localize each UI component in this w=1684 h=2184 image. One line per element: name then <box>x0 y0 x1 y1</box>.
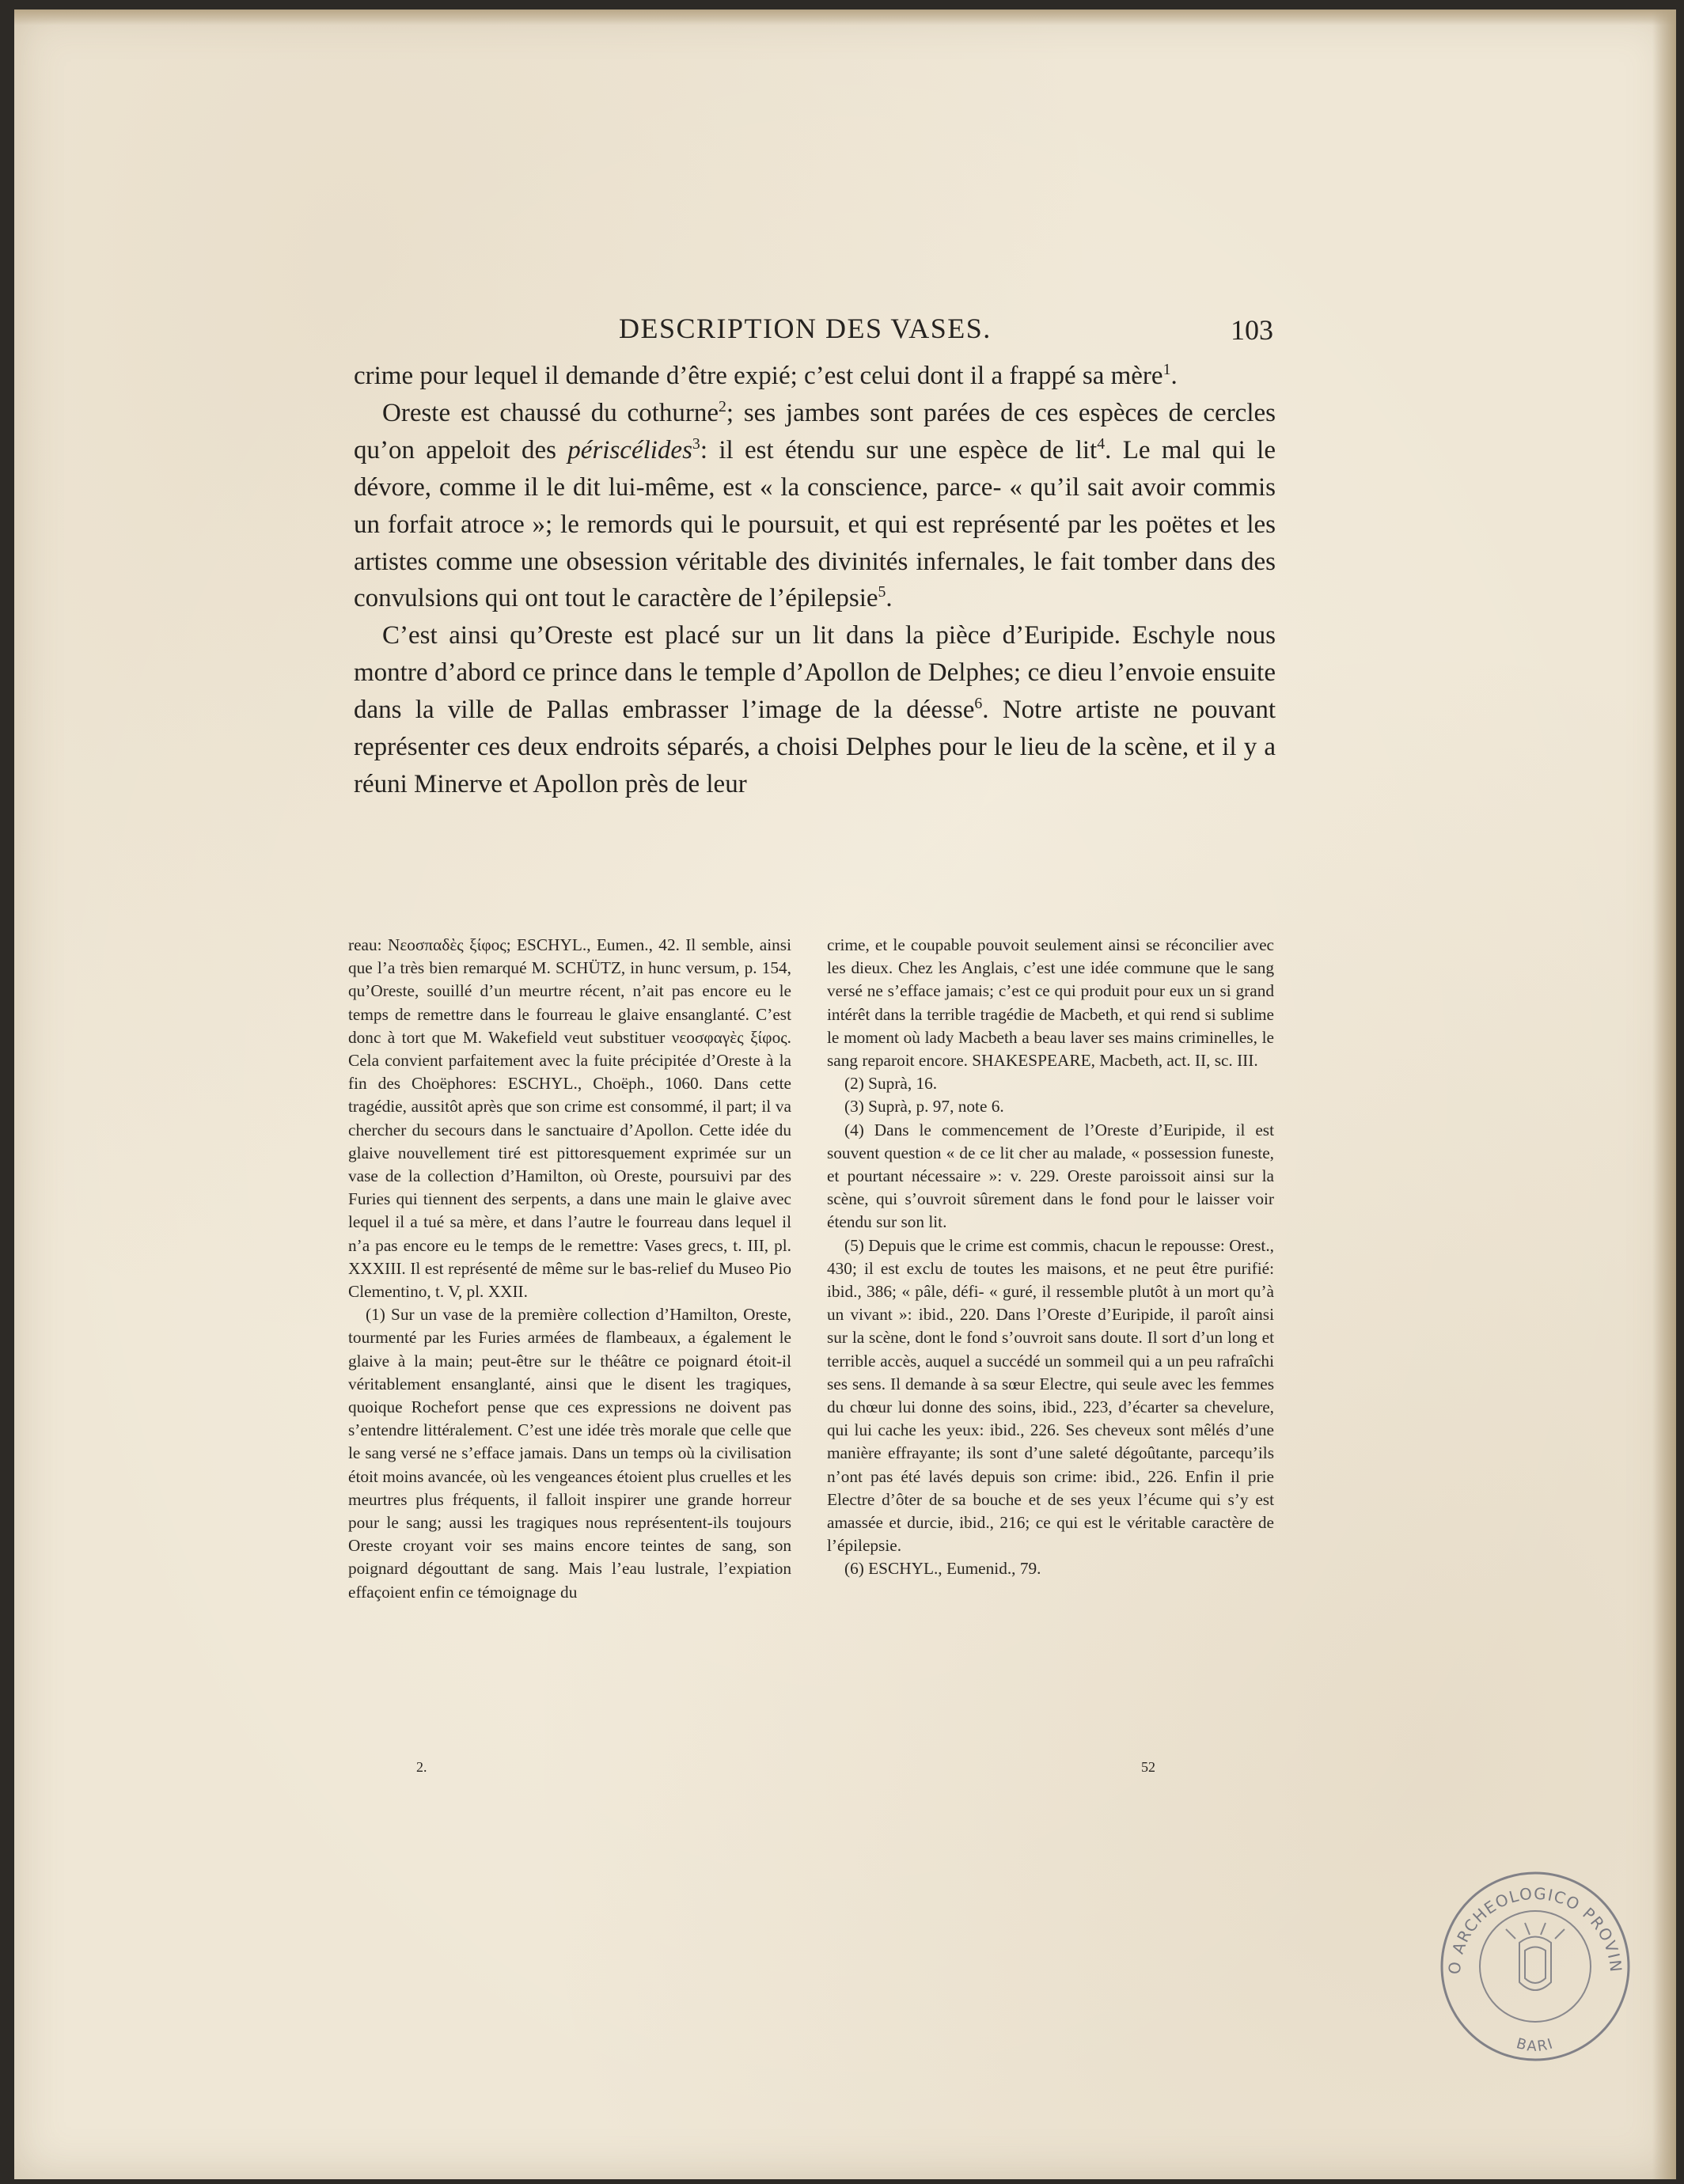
paragraph-text: C’est ainsi qu’Oreste est placé sur un lit dans la pièce d’Euripide. Eschyle nous montre d’abord ce prince dans le temple d’Apollon de Delphes; ce dieu l’envoie ensuite dans la ville de Pallas embrasser l’image de la déesse <box>354 621 1276 725</box>
footnote-5: (5) Depuis que le crime est commis, chacun le repousse: Orest., 430; il est exclu de toutes les maisons, et ne peut être purifié: ibid., 386; « pâle, défi- « guré, il ressemble plutôt à un mort qu’à un vivant »: ibid., 220. Dans l’Oreste d’Euripide, il paroît ainsi sur la scène, dont le fond s’ouvroit sans doute. Il sort d’un long et terrible accès, auquel a succédé un sommeil qui a un peu rafraîchi ses sens. Il demande à sa sœur Electre, qui seule avec les femmes du chœur lui donne des soins, ibid., 223, d’écarter sa chevelure, qui lui cache les yeux: ibid., 226. Ses cheveux sont mêlés d’une manière effrayante; ils sont d’une saleté dégoûtante, parcequ’ils n’ont pas été lavés depuis son crime: ibid., 226. Enfin il prie Electre d’ôter de sa bouche et de ses yeux l’écume qui s’y est amassée et durcie, ibid., 216; ce qui est le véritable caractère de l’épilepsie. <box>827 1235 1274 1556</box>
stamp-seal-icon <box>1436 1867 1634 2065</box>
paragraph-text: . <box>1170 362 1178 390</box>
paragraph-text: . Le mal qui le dévore, comme il le dit lui-même, est « la conscience, parce- « qu’il sait avoir commis un forfait atroce »; le remords qui le poursuit, et qui est représenté par les poëtes et les artistes comme une obsession véritable des divinités infernales, le fait tomber dans des convulsions qui ont tout le caractère de l’épilepsie <box>354 435 1276 613</box>
svg-text:BARI <box>1515 2035 1556 2055</box>
footnote-ref: 4 <box>1097 434 1106 453</box>
footnote-2: (2) Suprà, 16. <box>844 1074 938 1094</box>
footnote-4: (4) Dans le commencement de l’Oreste d’Euripide, il est souvent question « de ce lit cher au malade, « possession funeste, et pourtant nécessaire »: v. 229. Oreste paroissoit ainsi sur la scène, qui s’ouvroit sûrement dans le fond pour le laisser voir étendu sur son lit. <box>827 1120 1274 1232</box>
signature-mark-right: 52 <box>1141 1759 1155 1775</box>
svg-text:MUSEO ARCHEOLOGICO PROVINCIALE <box>1436 1867 1625 1975</box>
footnote-ref: 3 <box>692 434 700 453</box>
italic-term: périscélides <box>567 435 692 464</box>
footnote-3: (3) Suprà, p. 97, note 6. <box>844 1097 1004 1117</box>
footnotes-right-column <box>827 934 1274 1581</box>
footnote-6: (6) ESCHYL., Eumenid., 79. <box>844 1559 1041 1579</box>
signature-mark-left: 2. <box>416 1759 427 1775</box>
museum-stamp <box>1436 1867 1634 2065</box>
stamp-city: BARI <box>1514 2035 1557 2055</box>
page-number: 103 <box>1231 314 1273 346</box>
footnote-ref: 5 <box>878 583 886 601</box>
paragraph-text: ; ses jambes sont parées de ces espèces de cercles qu’on appeloit des <box>354 398 1276 464</box>
footnote-continuation: reau: Νεοσπαδὲς ξίφος; ESCHYL., Eumen., 42. Il semble, ainsi que l’a très bien remarqué M. SCHÜTZ, in hunc versum, p. 154, qu’Oreste, souillé d’un meurtre récent, n’ait pas encore eu le temps de remettre dans le fourreau le glaive ensanglanté. C’est donc à tort que M. Wakefield veut substituer νεοσφαγὲς ξίφος. Cela convient parfaitement avec la fuite précipitée d’Oreste à la fin des Choëphores: ESCHYL., Choëph., 1060. Dans cette tragédie, aussitôt après que son crime est consommé, il part; il va chercher du secours dans le sanctuaire d’Apollon. Cette idée du glaive nouvellement tiré est pittoresquement exprimée sur un vase de la collection d’Hamilton, où Oreste, poursuivi par des Furies qui tiennent des serpents, a dans une main le glaive avec lequel il a tué sa mère, et dans l’autre le fourreau dans lequel il n’a pas encore eu le temps de le remettre: Vases grecs, t. III, pl. XXXIII. Il est représenté de même sur le bas-relief du Museo Pio Clementino, t. V, pl. XXII. <box>348 935 791 1302</box>
page-edge-top <box>14 9 1676 25</box>
body-paragraph-1 <box>354 358 1276 395</box>
paragraph-text: : il est étendu sur une espèce de lit <box>700 435 1098 464</box>
paragraph-text: Oreste est chaussé du cothurne <box>382 398 719 427</box>
main-text <box>354 358 1276 803</box>
footnote-continuation: crime, et le coupable pouvoit seulement ainsi se réconcilier avec les dieux. Chez les Anglais, c’est une idée commune que le sang versé ne s’efface jamais; c’est ce qui produit pour eux un si grand intérêt dans la terrible tragédie de Macbeth, et qui rend si sublime le moment où lady Macbeth a beau laver ses mains criminelles, le sang reparoit encore. SHAKESPEARE, Macbeth, act. II, sc. III. <box>827 935 1274 1071</box>
footnotes-left-column <box>348 934 791 1604</box>
footnote-1: (1) Sur un vase de la première collection d’Hamilton, Oreste, tourmenté par les Furies armées de flambeaux, a également le glaive à la main; peut-être sur le théâtre ce poignard étoit-il véritablement ensanglanté, ainsi que le disent les tragiques, quoique Rochefort pense que ces expressions ne doivent pas s’entendre littéralement. C’est une idée très morale que celle que le sang versé ne s’efface jamais. Dans un temps où la civilisation étoit moins avancée, où les vengeances étoient plus cruelles et les meurtres plus fréquents, il falloit inspirer une grande horreur pour le sang; aussi les tragiques nous représentent-ils toujours Oreste croyant voir ses mains encore teintes de sang, son poignard dégouttant de sang. Mais l’eau lustrale, l’expiation effaçoient enfin ce témoignage du <box>348 1305 791 1602</box>
paragraph-text: . <box>886 584 893 613</box>
paragraph-text: crime pour lequel il demande d’être expié; c’est celui dont il a frappé sa mère <box>354 362 1163 390</box>
running-title: DESCRIPTION DES VASES. <box>619 313 992 344</box>
stamp-text: O ARCHEOLOGICO PROVIN <box>1444 1883 1626 1975</box>
footnote-ref: 6 <box>974 695 983 713</box>
footnote-ref: 2 <box>719 397 726 415</box>
footnote-ref: 1 <box>1162 361 1171 378</box>
body-paragraph-3 <box>354 617 1276 803</box>
running-head <box>0 307 1684 355</box>
body-paragraph-2 <box>354 395 1276 617</box>
paragraph-text: . Notre artiste ne pouvant représenter ces deux endroits séparés, a choisi Delphes pour le lieu de la scène, et il y a réuni Minerve et Apollon près de leur <box>354 696 1276 798</box>
